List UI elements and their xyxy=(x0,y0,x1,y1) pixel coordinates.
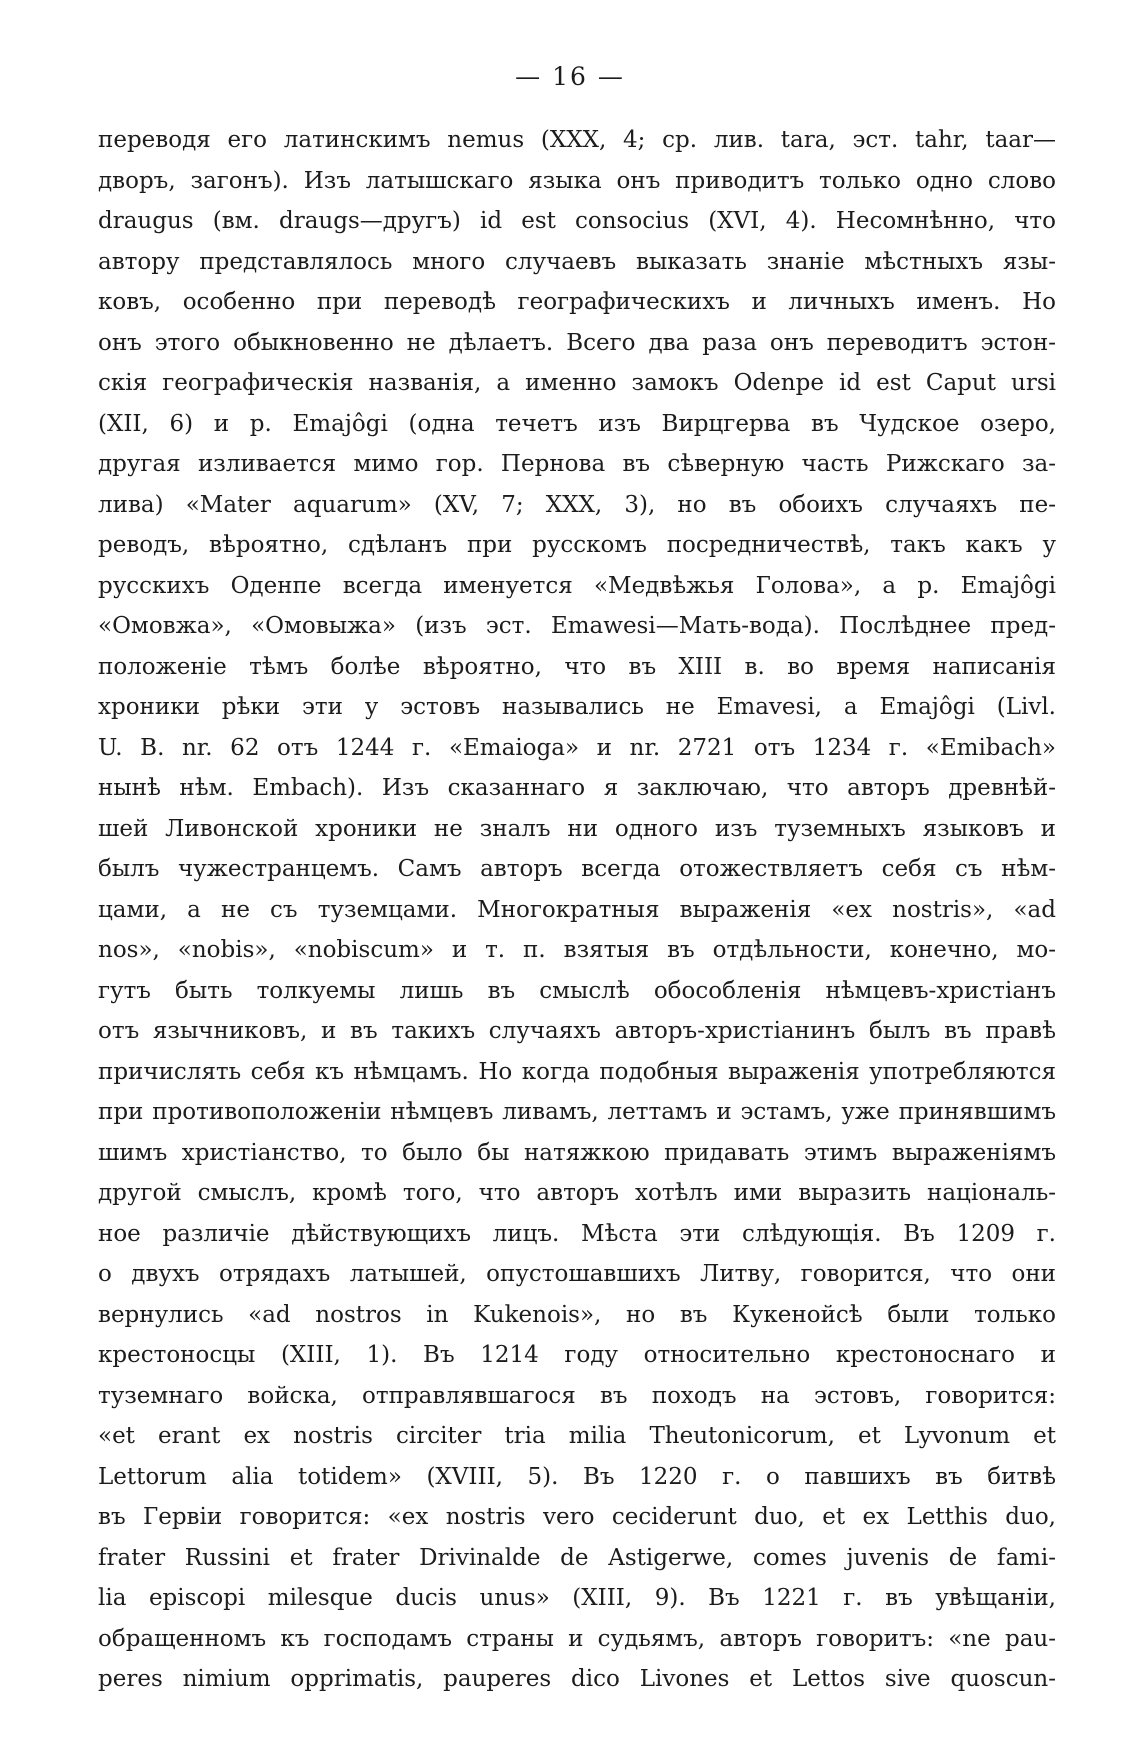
text-line: «et erant ex nostris circiter tria milia Theutonicorum, et Lyvonum et xyxy=(98,1423,1056,1449)
text-line: другая изливается мимо гор. Пернова въ сѣверную часть Рижскаго за- xyxy=(98,451,1056,477)
text-line: онъ этого обыкновенно не дѣлаетъ. Всего два раза онъ переводитъ эстон- xyxy=(98,329,1056,356)
text-line: реводъ, вѣроятно, сдѣланъ при русскомъ посредничествѣ, такъ какъ у xyxy=(98,532,1056,558)
text-line: нынѣ нѣм. Embach). Изъ сказаннаго я заключаю, что авторъ древнѣй- xyxy=(98,775,1056,801)
text-line: другой смыслъ, кромѣ того, что авторъ хотѣлъ ими выразить національ- xyxy=(98,1180,1056,1206)
text-line: U. B. nr. 62 отъ 1244 г. «Emaioga» и nr. 2721 отъ 1234 г. «Emibach» xyxy=(98,734,1056,761)
text-line: былъ чужестранцемъ. Самъ авторъ всегда отожествляетъ себя съ нѣм- xyxy=(98,856,1056,882)
text-line: Lettorum alia totidem» (XVIII, 5). Въ 1220 г. о павшихъ въ битвѣ xyxy=(98,1463,1056,1490)
text-line: отъ язычниковъ, и въ такихъ случаяхъ авторъ-христіанинъ былъ въ правѣ xyxy=(98,1018,1056,1044)
text-line: «Омовжа», «Омовыжа» (изъ эст. Emawesi—Мать-вода). Послѣднее пред- xyxy=(98,613,1056,639)
text-line: автору представлялось много случаевъ выказать знаніе мѣстныхъ язы- xyxy=(98,248,1056,275)
text-line: nos», «nobis», «nobiscum» и т. п. взятыя въ отдѣльности, конечно, мо- xyxy=(98,937,1056,963)
text-line: цами, а не съ туземцами. Многократныя выраженія «ex nostris», «ad xyxy=(98,896,1056,923)
text-line: крестоносцы (XIII, 1). Въ 1214 году относительно крестоноснаго и xyxy=(98,1342,1056,1368)
text-line: положеніе тѣмъ болѣе вѣроятно, что въ XIII в. во время написанія xyxy=(98,653,1056,680)
text-line: хроники рѣки эти у эстовъ назывались не Emavesi, а Emajôgi (Livl. xyxy=(98,694,1056,720)
text-line: причислять себя къ нѣмцамъ. Но когда подобныя выраженія употребляются xyxy=(98,1058,1056,1085)
text-line: ное различіе дѣйствующихъ лицъ. Мѣста эти слѣдующія. Въ 1209 г. xyxy=(98,1220,1056,1247)
text-line: шимъ христіанство, то было бы натяжкою придавать этимъ выраженіямъ xyxy=(98,1139,1056,1166)
text-line: обращенномъ къ господамъ страны и судьямъ, авторъ говоритъ: «ne pau- xyxy=(98,1625,1056,1652)
text-line: lia episcopi milesque ducis unus» (XIII, 9). Въ 1221 г. въ увѣщаніи, xyxy=(98,1585,1056,1611)
text-line: frater Russini et frater Drivinalde de Astigerwe, comes juvenis de fami- xyxy=(98,1544,1056,1571)
text-line: ковъ, особенно при переводѣ географическихъ и личныхъ именъ. Но xyxy=(98,289,1056,315)
text-line: о двухъ отрядахъ латышей, опустошавшихъ Литву, говорится, что они xyxy=(98,1261,1056,1287)
text-line: въ Гервіи говорится: «ex nostris vero ceciderunt duo, et ex Letthis duo, xyxy=(98,1504,1056,1530)
text-line: вернулись «ad nostros in Kukenois», но въ Кукенойсѣ были только xyxy=(98,1301,1056,1328)
text-line: дворъ, загонъ). Изъ латышскаго языка онъ приводитъ только одно слово xyxy=(98,167,1056,194)
text-line: draugus (вм. draugs—другъ) id est consocius (XVI, 4). Несомнѣнно, что xyxy=(98,208,1056,234)
text-line: переводя его латинскимъ nemus (XXX, 4; ср. лив. tara, эст. tahr, taar— xyxy=(98,127,1056,153)
text-line: шей Ливонской хроники не зналъ ни одного изъ туземныхъ языковъ и xyxy=(98,815,1056,842)
body-text xyxy=(98,120,1056,1700)
text-line: лива) «Mater aquarum» (XV, 7; XXX, 3), но въ обоихъ случаяхъ пе- xyxy=(98,491,1056,518)
text-line: туземнаго войска, отправлявшагося въ походъ на эстовъ, говорится: xyxy=(98,1382,1056,1409)
text-line: при противоположеніи нѣмцевъ ливамъ, леттамъ и эстамъ, уже принявшимъ xyxy=(98,1099,1056,1125)
text-line: скія географическія названія, а именно замокъ Odenpe id est Caput ursi xyxy=(98,370,1056,396)
text-line: гутъ быть толкуемы лишь въ смыслѣ обособленія нѣмцевъ-христіанъ xyxy=(98,977,1056,1004)
text-line: русскихъ Оденпе всегда именуется «Медвѣжья Голова», а р. Emajôgi xyxy=(98,572,1056,599)
text-line: (XII, 6) и р. Emajôgi (одна течетъ изъ Вирцгерва въ Чудское озеро, xyxy=(98,410,1056,437)
page-number: — 16 — xyxy=(515,62,625,91)
text-line: peres nimium opprimatis, pauperes dico Livones et Lettos sive quoscun- xyxy=(98,1666,1056,1692)
